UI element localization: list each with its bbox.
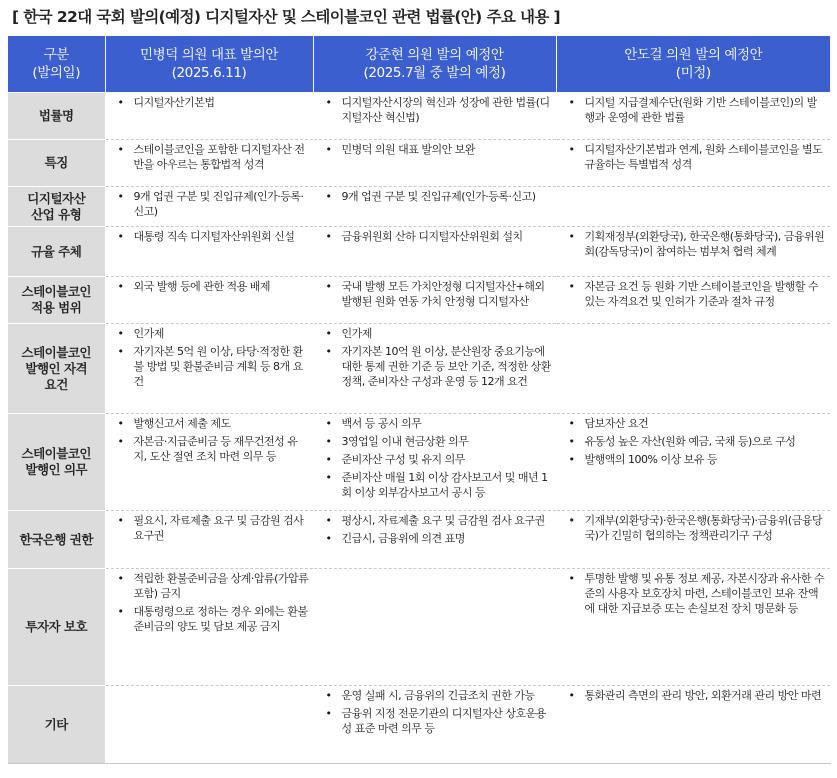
table-row bbox=[8, 187, 830, 227]
bullet-list bbox=[318, 688, 552, 736]
cell-c3 bbox=[556, 324, 830, 414]
table-row bbox=[8, 324, 830, 414]
cell-c2 bbox=[313, 227, 556, 277]
table-body bbox=[8, 93, 830, 764]
cell-c3 bbox=[556, 511, 830, 569]
row-category bbox=[8, 187, 105, 227]
bullet-item: • 담보자산 요건 bbox=[561, 416, 826, 431]
row-category bbox=[8, 511, 105, 569]
row-category bbox=[8, 227, 105, 277]
bullet-item: • 긴급시, 금융위에 의견 표명 bbox=[318, 531, 552, 546]
cell-c1 bbox=[105, 277, 313, 324]
bullet-item: • 필요시, 자료제출 요구 및 금감원 검사 요구권 bbox=[110, 513, 309, 543]
bullet-item: • 9개 업권 구분 및 진입규제(인가·등록·신고) bbox=[318, 189, 552, 204]
header-ahn-dogeol: 안도걸 의원 발의 예정안 (미정) bbox=[556, 36, 830, 93]
bullet-item: • 금융위 지정 전문기관의 디지털자산 상호운용성 표준 마련 의무 등 bbox=[318, 706, 552, 736]
bullet-item: • 자기자본 5억 원 이상, 타당·적정한 환불 방법 및 환불준비금 계획 등 8개 요건 bbox=[110, 344, 309, 389]
bullet-list bbox=[110, 142, 309, 172]
cell-c1 bbox=[105, 187, 313, 227]
cell-c1 bbox=[105, 140, 313, 187]
header-kang-junhyun: 강준현 의원 발의 예정안 (2025.7월 중 발의 예정) bbox=[313, 36, 556, 93]
bullet-list bbox=[110, 279, 309, 294]
category-line: 산업 유형 bbox=[31, 206, 82, 222]
bullet-item: • 기획재정부(외환당국), 한국은행(통화당국), 금융위원회(감독당국)이 참여하는 범부처 협력 체계 bbox=[561, 229, 826, 259]
category-line: 규율 주체 bbox=[31, 243, 82, 259]
bullet-item: • 디지털자산기본법 bbox=[110, 95, 309, 110]
bullet-item: • 자기자본 10억 원 이상, 분산원장 중요기능에 대한 통제 권한 기준 등 보안 기준, 적정한 상환 정책, 준비자산 구성과 운영 등 12개 요건 bbox=[318, 344, 552, 389]
row-category bbox=[8, 414, 105, 511]
bullet-list bbox=[561, 416, 826, 467]
row-category bbox=[8, 277, 105, 324]
bullet-item: • 디지털 지급결제수단(원화 기반 스테이블코인)의 발행과 운영에 관한 법률 bbox=[561, 95, 826, 125]
cell-c1 bbox=[105, 324, 313, 414]
cell-c2 bbox=[313, 277, 556, 324]
bullet-item: • 운영 실패 시, 금융위의 긴급조치 권한 가능 bbox=[318, 688, 552, 703]
bullet-list bbox=[110, 189, 309, 219]
bullet-list bbox=[561, 142, 826, 172]
bullet-item: • 유동성 높은 자산(원화 예금, 국채 등)으로 구성 bbox=[561, 434, 826, 449]
category-line: 특징 bbox=[44, 155, 68, 170]
cell-c2 bbox=[313, 93, 556, 140]
cell-c1 bbox=[105, 569, 313, 686]
bullet-list bbox=[110, 229, 309, 244]
cell-c2 bbox=[313, 569, 556, 686]
category-line: 적용 범위 bbox=[31, 300, 82, 315]
row-category bbox=[8, 93, 105, 140]
row-category bbox=[8, 686, 105, 764]
bullet-item: • 인가제 bbox=[110, 326, 309, 341]
bullet-item: • 적립한 환불준비금을 상계·압류(가압류 포함) 금지 bbox=[110, 571, 309, 601]
bullet-item: • 백서 등 공시 의무 bbox=[318, 416, 552, 431]
category-line: 스테이블코인 bbox=[21, 284, 91, 299]
table-title: [ 한국 22대 국회 발의(예정) 디지털자산 및 스테이블코인 관련 법률(안) 주요 내용 ] bbox=[12, 8, 561, 26]
cell-c3 bbox=[556, 414, 830, 511]
cell-c3 bbox=[556, 686, 830, 764]
bullet-item: • 통화관리 측면의 관리 방안, 외환거래 관리 방안 마련 bbox=[561, 688, 826, 703]
bullet-item: • 국내 발행 모든 가치안정형 디지털자산+해외 발행된 원화 연동 가치 안정형 디지털자산 bbox=[318, 279, 552, 309]
bullet-item: • 디지털자산시장의 혁신과 성장에 관한 법률(디지털자산 혁신법) bbox=[318, 95, 552, 125]
cell-c2 bbox=[313, 324, 556, 414]
bullet-list bbox=[318, 279, 552, 309]
cell-c2 bbox=[313, 511, 556, 569]
category-line: 발행인 의무 bbox=[25, 462, 88, 477]
bullet-list bbox=[318, 416, 552, 500]
category-line: 한국은행 권한 bbox=[19, 531, 93, 547]
bullet-list bbox=[110, 95, 309, 110]
cell-c3 bbox=[556, 187, 830, 227]
table-row bbox=[8, 511, 830, 569]
row-category bbox=[8, 140, 105, 187]
bullet-list bbox=[318, 189, 552, 204]
category-line: 법률명 bbox=[38, 108, 74, 123]
table-row bbox=[8, 140, 830, 187]
category-line: 투자자 보호 bbox=[25, 619, 88, 634]
cell-c1 bbox=[105, 686, 313, 764]
bullet-item: • 스테이블코인을 포함한 디지털자산 전반을 아우르는 통합법적 성격 bbox=[110, 142, 309, 172]
bullet-list bbox=[561, 229, 826, 259]
bullet-list bbox=[318, 142, 552, 157]
category-line: 스테이블코인 bbox=[21, 344, 91, 360]
comparison-table bbox=[8, 36, 831, 764]
bullet-list bbox=[110, 326, 309, 389]
bullet-item: • 평상시, 자료제출 요구 및 금감원 검사 요구권 bbox=[318, 513, 552, 528]
cell-c1 bbox=[105, 227, 313, 277]
category-line: 발행인 자격 bbox=[25, 360, 88, 376]
row-category bbox=[8, 324, 105, 414]
bullet-list bbox=[561, 513, 826, 543]
bullet-list bbox=[561, 279, 826, 309]
bullet-list bbox=[110, 416, 309, 464]
bullet-item: • 기재부(외환당국)·한국은행(통화당국)·금융위(금융당국)가 긴밀히 협의하는 정책관리기구 구성 bbox=[561, 513, 826, 543]
bullet-list bbox=[318, 95, 552, 125]
cell-c3 bbox=[556, 93, 830, 140]
bullet-item: • 대통령령으로 정하는 경우 외에는 환불준비금의 양도 및 담보 제공 금지 bbox=[110, 604, 309, 634]
bullet-item: • 투명한 발행 및 유통 정보 제공, 자본시장과 유사한 수준의 사용자 보호장치 마련, 스테이블코인 보유 잔액에 대한 지급보증 또는 손실보전 장치 명문화 등 bbox=[561, 571, 826, 616]
table-row bbox=[8, 569, 830, 686]
bullet-list bbox=[561, 688, 826, 703]
cell-c3 bbox=[556, 227, 830, 277]
bullet-item: • 준비자산 구성 및 유지 의무 bbox=[318, 452, 552, 467]
bullet-list bbox=[318, 229, 552, 244]
bullet-item: • 대통령 직속 디지털자산위원회 신설 bbox=[110, 229, 309, 244]
cell-c1 bbox=[105, 93, 313, 140]
bullet-item: • 9개 업권 구분 및 진입규제(인가·등록·신고) bbox=[110, 189, 309, 219]
header-row bbox=[8, 36, 830, 93]
bullet-item: • 인가제 bbox=[318, 326, 552, 341]
bullet-item: • 민병덕 의원 대표 발의안 보완 bbox=[318, 142, 552, 157]
bullet-item: • 자본금·지급준비금 등 재무건전성 유지, 도산 절연 조치 마련 의무 등 bbox=[110, 434, 309, 464]
table-row bbox=[8, 277, 830, 324]
table-row bbox=[8, 227, 830, 277]
bullet-item: • 발행신고서 제출 제도 bbox=[110, 416, 309, 431]
bullet-list bbox=[110, 571, 309, 634]
bullet-item: • 발행액의 100% 이상 보유 등 bbox=[561, 452, 826, 467]
bullet-list bbox=[110, 513, 309, 543]
bullet-list bbox=[561, 571, 826, 616]
cell-c3 bbox=[556, 569, 830, 686]
table-row bbox=[8, 93, 830, 140]
category-line: 스테이블코인 bbox=[21, 446, 91, 461]
cell-c2 bbox=[313, 686, 556, 764]
table-row bbox=[8, 414, 830, 511]
bullet-item: • 금융위원회 산하 디지털자산위원회 설치 bbox=[318, 229, 552, 244]
bullet-list bbox=[318, 513, 552, 546]
cell-c1 bbox=[105, 414, 313, 511]
bullet-item: • 자본금 요건 등 원화 기반 스테이블코인을 발행할 수 있는 자격요건 및 인허가 기준과 절차 규정 bbox=[561, 279, 826, 309]
category-line: 디지털자산 bbox=[27, 190, 86, 206]
bullet-item: • 디지털자산기본법과 연계, 원화 스테이블코인을 별도 규율하는 특별법적 성격 bbox=[561, 142, 826, 172]
cell-c2 bbox=[313, 414, 556, 511]
bullet-item: • 3영업일 이내 현금상환 의무 bbox=[318, 434, 552, 449]
category-line: 기타 bbox=[44, 716, 68, 732]
row-category bbox=[8, 569, 105, 686]
table-row bbox=[8, 686, 830, 764]
header-min-byungduk: 민병덕 의원 대표 발의안 (2025.6.11) bbox=[105, 36, 313, 93]
bullet-item: • 외국 발행 등에 관한 적용 배제 bbox=[110, 279, 309, 294]
bullet-list bbox=[561, 95, 826, 125]
bullet-item: • 준비자산 매월 1회 이상 감사보고서 및 매년 1회 이상 외부감사보고서 공시 등 bbox=[318, 470, 552, 500]
cell-c2 bbox=[313, 140, 556, 187]
cell-c2 bbox=[313, 187, 556, 227]
bullet-list bbox=[318, 326, 552, 389]
category-line: 요건 bbox=[44, 376, 68, 392]
cell-c1 bbox=[105, 511, 313, 569]
header-category: 구분 (발의일) bbox=[8, 36, 105, 93]
cell-c3 bbox=[556, 277, 830, 324]
cell-c3 bbox=[556, 140, 830, 187]
